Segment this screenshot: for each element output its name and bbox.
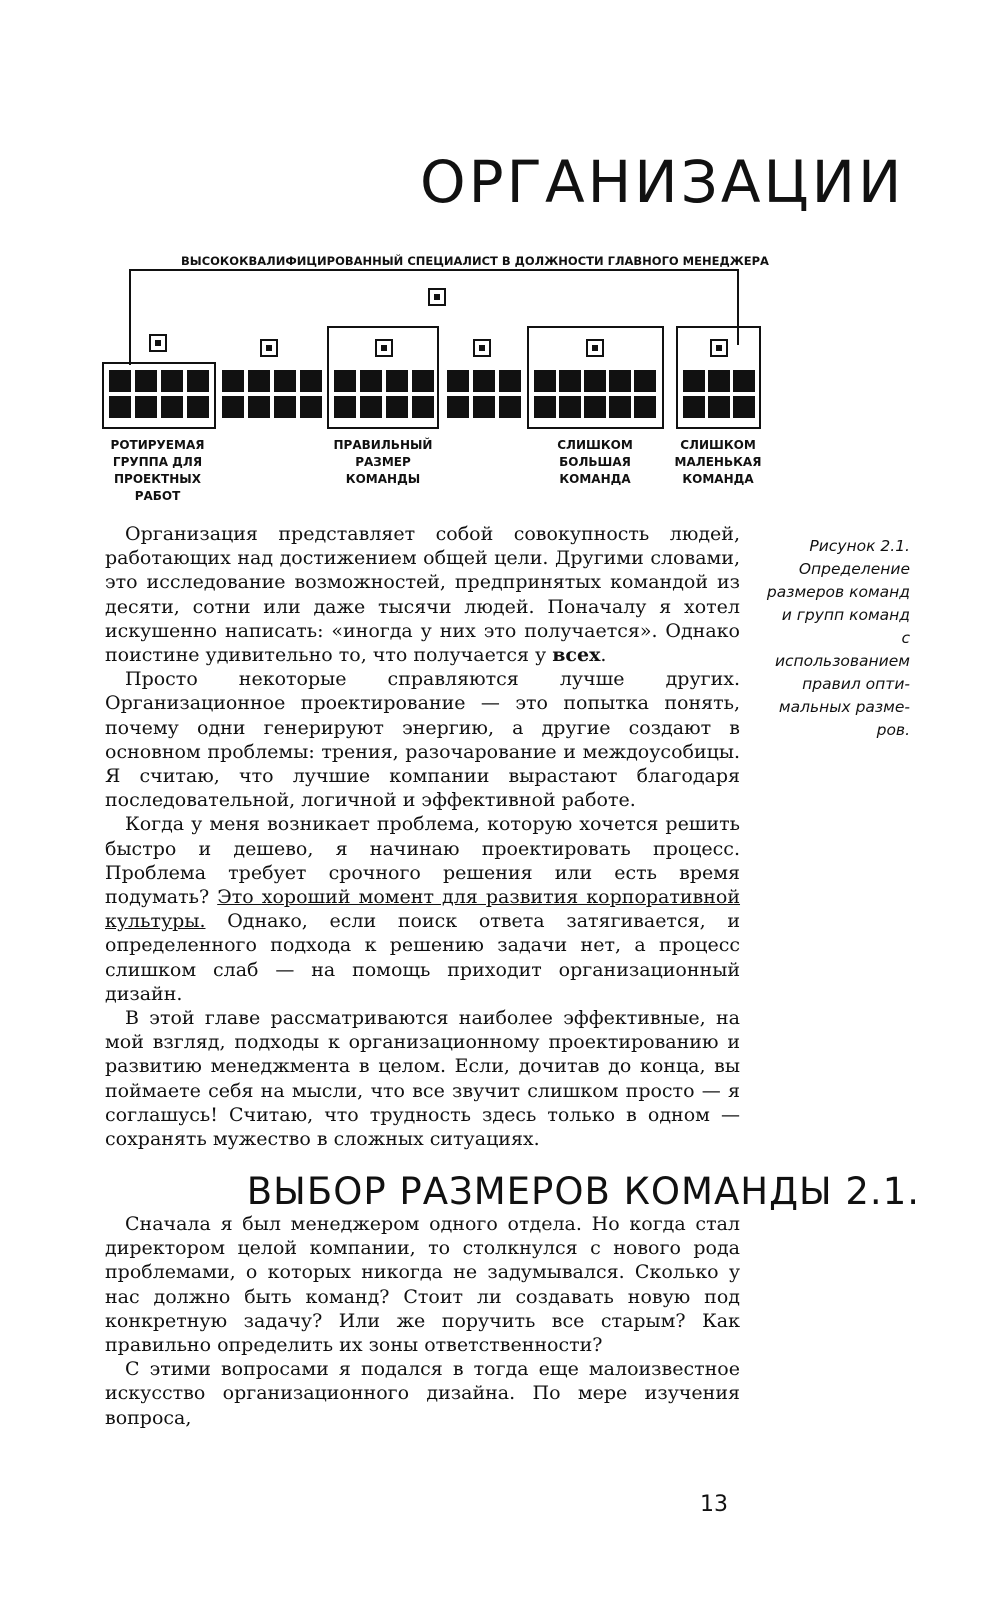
label-right-size: ПРАВИЛЬНЫЙ РАЗМЕР КОМАНДЫ — [333, 438, 433, 486]
chapter-title: ОРГАНИЗАЦИИ — [420, 148, 905, 216]
section-title: ВЫБОР РАЗМЕРОВ КОМАНДЫ 2.1. — [246, 1170, 920, 1213]
diagram-top-label: ВЫСОКОКВАЛИФИЦИРОВАННЫЙ СПЕЦИАЛИСТ В ДОЛЖНОСТИ ГЛАВНОГО МЕНЕДЖЕРА — [181, 254, 769, 268]
paragraph: В этой главе рассматриваются наиболее эффективные, на мой взгляд, подходы к организационному проектированию и развитию менеджмента в целом. Если, дочитав до конца, вы поймаете себя на мысли, что все звучит слишком просто — я соглашусь! Считаю, что трудность здесь только в одном — сохранять мужество в сложных ситуациях. — [105, 1007, 740, 1151]
label-too-small: СЛИШКОМ МАЛЕНЬКАЯ КОМАНДА — [674, 438, 762, 486]
section-text — [105, 1212, 740, 1430]
manager-bracket — [130, 270, 738, 365]
underlined-phrase: Это хороший момент для развития корпоративной культуры. — [105, 886, 741, 933]
org-diagram — [100, 245, 800, 505]
figure-caption: Рисунок 2.1. Определение размеров команд и групп команд с использованием правил опти- мальных разме- ров. — [766, 537, 910, 739]
paragraph: Сначала я был менеджером одного отдела. Но когда стал директором целой компании, то столкнулся с нового рода проблемами, о которых никогда не задумывался. Сколько у нас должно быть команд? Стоит ли создавать новую под конкретную задачу? Или же поручить все старым? Как правильно определить их зоны ответственности? — [105, 1213, 740, 1357]
paragraph: Организация представляет собой совокупность людей, работающих над достижением общей цели. Другими словами, это исследование возможностей, предпринятых командой из десяти, сотни или даже тысячи людей. Поначалу я хотел искушенно написать: «иногда у них это получается». Однако поистине удивительно то, что получается у всех. — [105, 523, 740, 667]
label-too-big: СЛИШКОМ БОЛЬШАЯ КОМАНДА — [557, 438, 633, 486]
label-rotating-group: РОТИРУЕМАЯ ГРУППА ДЛЯ ПРОЕКТНЫХ РАБОТ — [110, 438, 205, 503]
intro-text — [105, 522, 740, 1151]
team-member-grid — [109, 370, 755, 418]
paragraph: С этими вопросами я подался в тогда еще малоизвестное искусство организационного дизайна. По мере изучения вопроса, — [105, 1358, 740, 1429]
page-number: 13 — [700, 1492, 728, 1517]
paragraph: Когда у меня возникает проблема, которую хочется решить быстро и дешево, я начинаю проектировать процесс. Проблема требует срочного решения или есть время подумать? Это хороший момент для развития корпоративной культуры. Однако, если поиск ответа затягивается, и определенного подхода к решению задачи нет, а процесс слишком слаб — на помощь приходит организационный дизайн. — [105, 813, 741, 1005]
paragraph: Просто некоторые справляются лучше других. Организационное проектирование — это попытка понять, почему одни генерируют энергию, а другие создают в основном проблемы: трения, разочарование и междоусобицы. Я считаю, что лучшие компании вырастают благодаря последовательной, логичной и эффективной работе. — [105, 668, 740, 812]
